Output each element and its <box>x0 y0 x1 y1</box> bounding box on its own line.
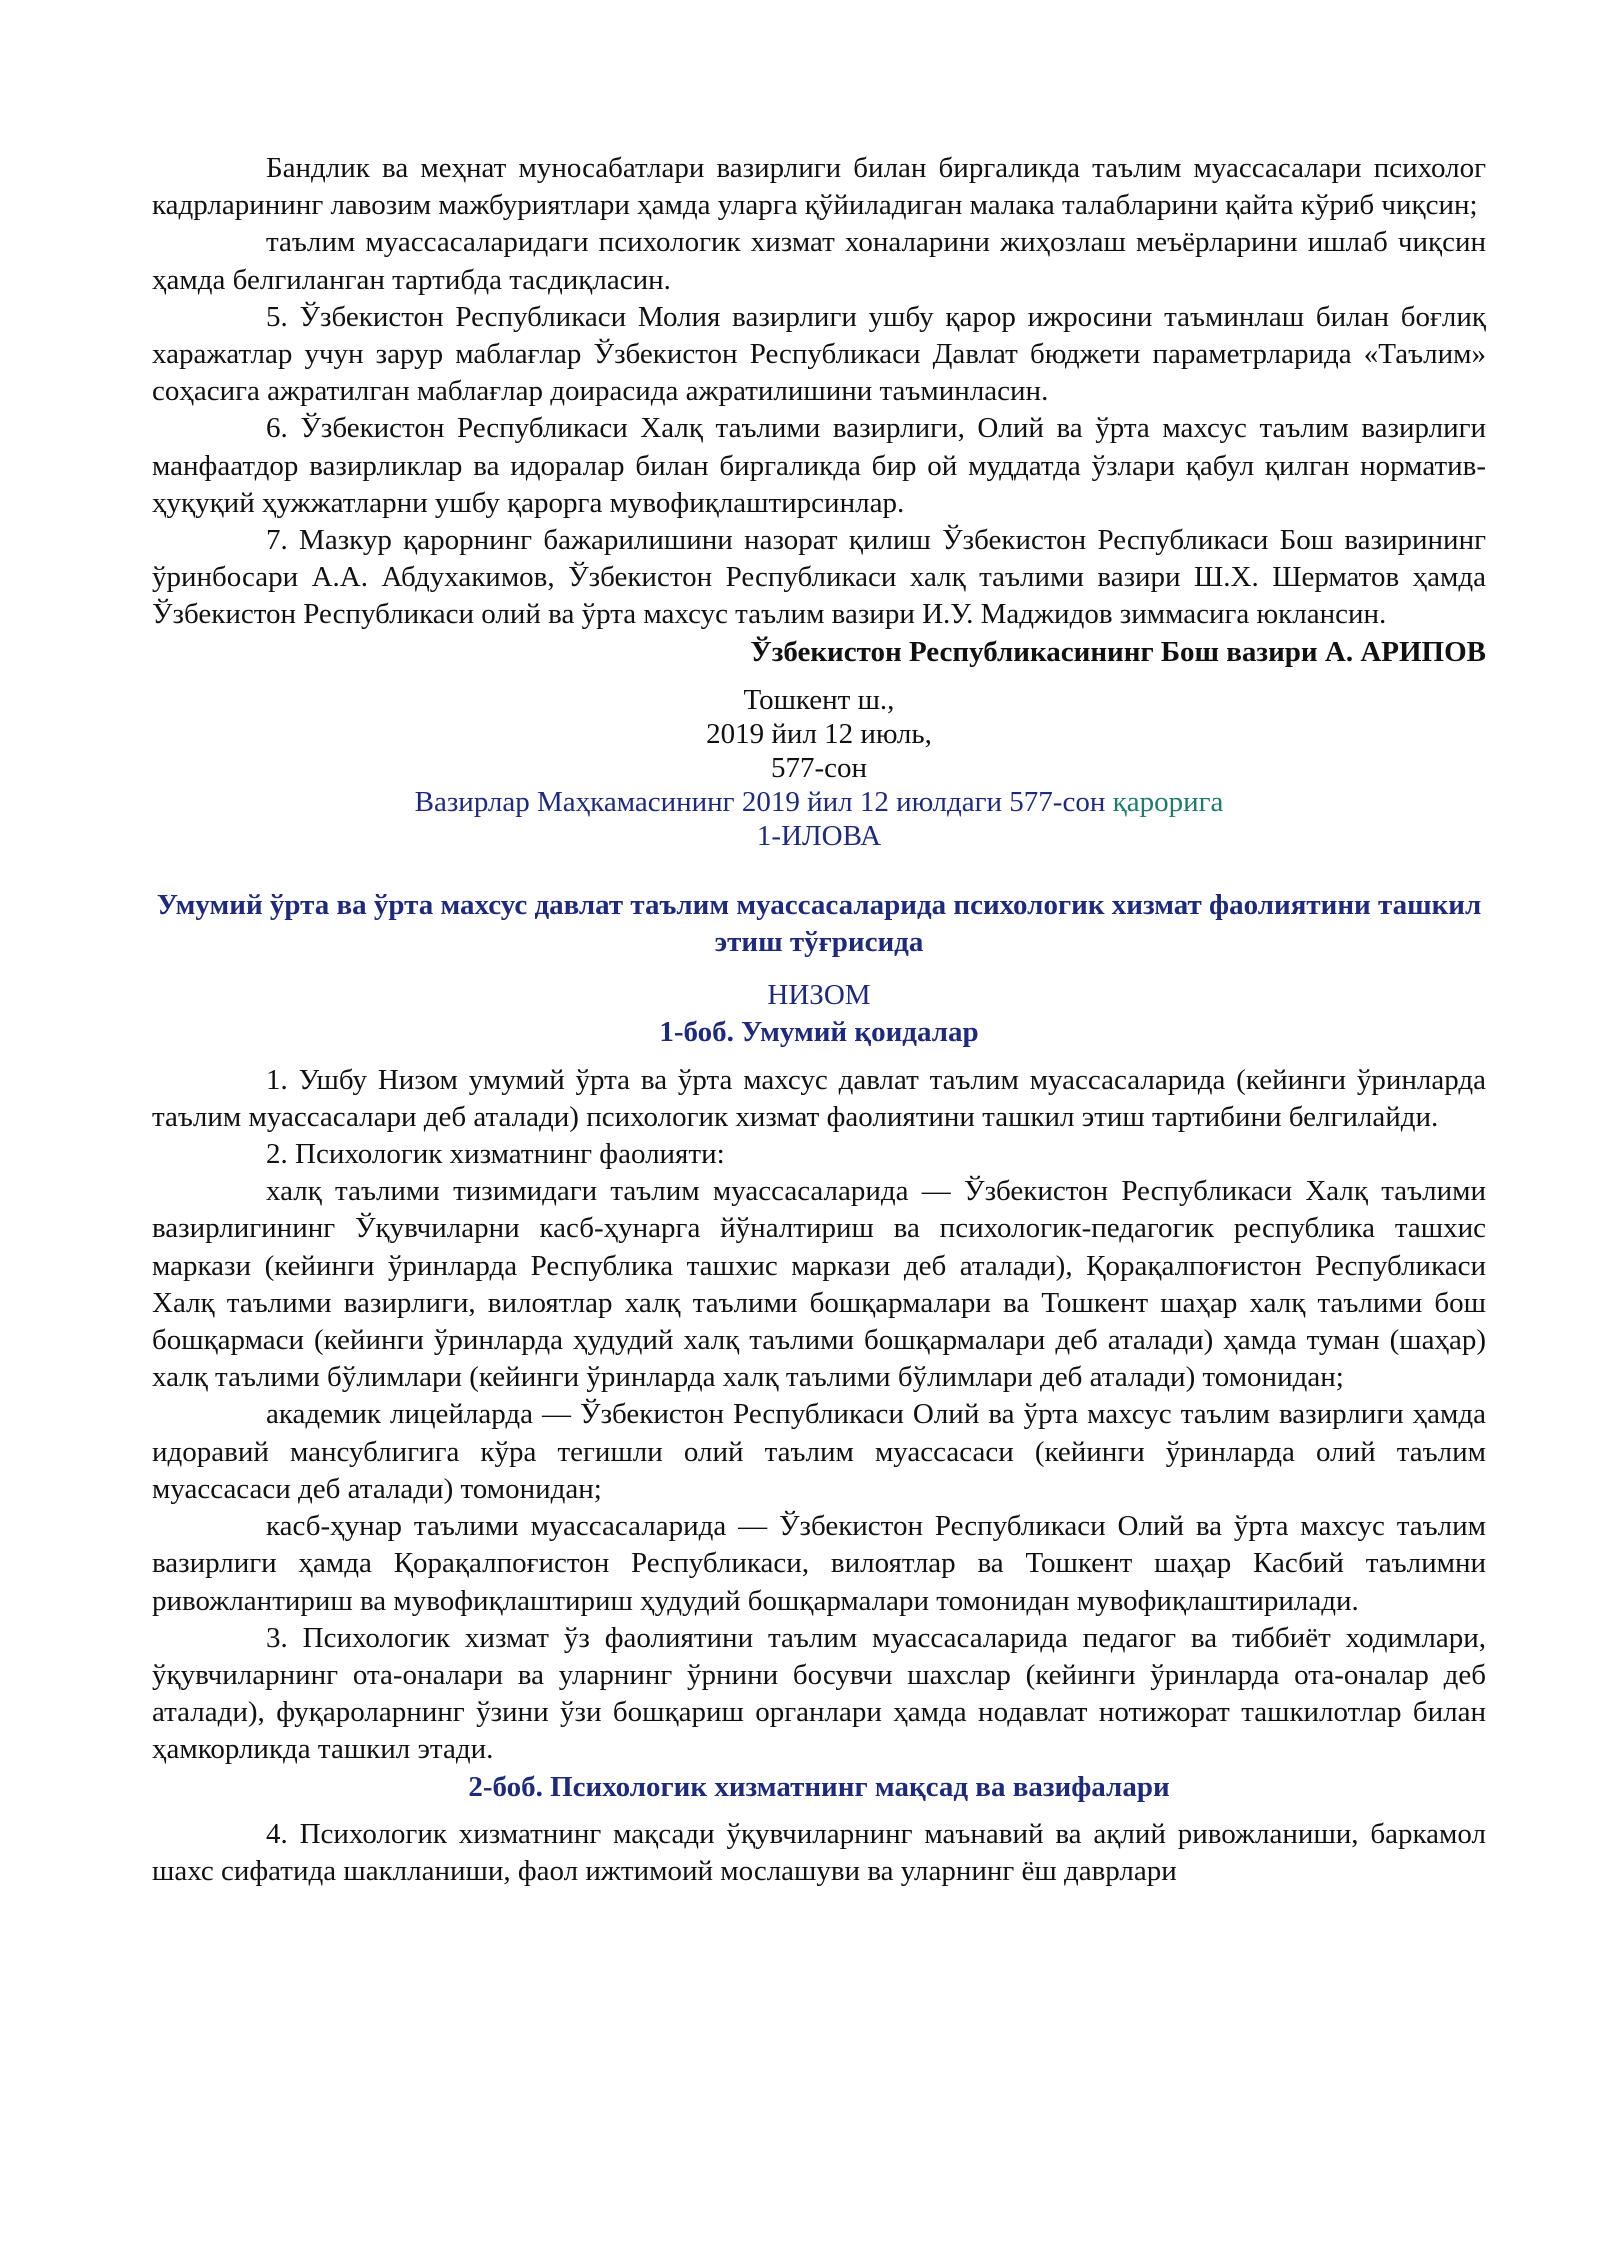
paragraph-item-6: 6. Ўзбекистон Республикаси Халқ таълими вазирлиги, Олий ва ўрта махсус таълим вазирлиги манфаатдор вазирликлар ва идоралар билан биргаликда бир ой муддатда ўзлари қабул қилган норматив-ҳуқуқий ҳужжатларни ушбу қарорга мувофиқлаштирсинлар. <box>152 412 1486 519</box>
chapter-1-paragraph: 2. Психологик хизматнинг фаолияти: <box>266 1138 725 1171</box>
document-title: Умумий ўрта ва ўрта махсус давлат таълим муассасаларида психологик хизмат фаолиятини ташкил этиш тўғрисида <box>156 888 1482 959</box>
signature-line: Ўзбекистон Республикасининг Бош вазири А. АРИПОВ <box>750 635 1486 668</box>
chapter-1-paragraph: касб-ҳунар таълими муассасаларида — Ўзбекистон Республикаси Олий ва ўрта махсус таълим вазирлиги ҳамда Қорақалпоғистон Республикаси, вилоятлар ва Тошкент шаҳар Касбий таълимни ривожлантириш ва мувофиқлаштириш ҳудудий бошқармалари томонидан мувофиқлаштирилади. <box>152 1510 1486 1617</box>
paragraph-item-7: 7. Мазкур қарорнинг бажарилишини назорат қилиш Ўзбекистон Республикаси Бош вазирининг ўринбосари А.А. Абдухакимов, Ўзбекистон Республикаси халқ таълими вазири Ш.Х. Шерматов ҳамда Ўзбекистон Республикаси олий ва ўрта махсус таълим вазири И.У. Маджидов зиммасига юклансин. <box>152 524 1486 631</box>
chapter-1-paragraph: академик лицейларда — Ўзбекистон Республикаси Олий ва ўрта махсус таълим вазирлиги ҳамда идоравий мансублигига кўра тегишли олий таълим муассасаси (кейинги ўринларда олий таълим муассасаси деб аталади) томонидан; <box>152 1398 1486 1505</box>
paragraph-item-5: 5. Ўзбекистон Республикаси Молия вазирлиги ушбу қарор ижросини таъминлаш билан боғлиқ харажатлар учун зарур маблағлар Ўзбекистон Республикаси Давлат бюджети параметрларида «Таълим» соҳасига ажратилган маблағлар доирасида ажратилишини таъминласин. <box>152 300 1486 408</box>
annex-reference-link[interactable]: қарорига <box>1112 785 1224 818</box>
chapter-1-paragraph: 1. Ушбу Низом умумий ўрта ва ўрта махсус давлат таълим муассасаларида (кейинги ўринларда таълим муассасалари деб аталади) психологик хизмат фаолиятини ташкил этиш тартибини белгилайди. <box>152 1063 1486 1133</box>
nizom-heading: НИЗОМ <box>767 979 871 1012</box>
place-text: Тошкент ш., <box>743 683 895 716</box>
annex-reference-text: Вазирлар Маҳкамасининг 2019 йил 12 июлдаги 577-сон <box>414 785 1113 818</box>
paragraph-ministry-labor: Бандлик ва меҳнат муносабатлари вазирлиги билан биргаликда таълим муассасалари психолог кадрларининг лавозим мажбуриятлари ҳамда уларга қўйиладиган малака талабларини қайта кўриб чиқсин; <box>152 152 1486 222</box>
chapter-1-body <box>152 1062 1486 1769</box>
paragraph-equipment-norms: таълим муассасаларидаги психологик хизмат хоналарини жиҳозлаш меъёрларини ишлаб чиқсин ҳамда белгиланган тартибда тасдиқласин. <box>152 226 1486 296</box>
chapter-2-paragraph: 4. Психологик хизматнинг мақсади ўқувчиларнинг маънавий ва ақлий ривожланиши, баркамол шахс сифатида шаклланиши, фаол ижтимоий мослашуви ва уларнинг ёш даврлари <box>152 1817 1486 1887</box>
chapter-1-paragraph: 3. Психологик хизмат ўз фаолиятини таълим муассасаларида педагог ва тиббиёт ходимлари, ўқувчиларнинг ота-оналари ва уларнинг ўрнини босувчи шахслар (кейинги ўринларда ота-оналар деб аталади), фуқароларнинг ўзини ўзи бошқариш органлари ҳамда нодавлат нотижорат ташкилотлар билан ҳамкорликда ташкил этади. <box>152 1621 1486 1766</box>
chapter-2-title: 2-боб. Психологик хизматнинг мақсад ва вазифалари <box>468 1770 1170 1803</box>
date-text: 2019 йил 12 июль, <box>706 717 932 750</box>
number-text: 577-сон <box>770 751 868 784</box>
place-date-block <box>152 683 1486 853</box>
annex-reference <box>152 785 1486 819</box>
chapter-2-body <box>152 1816 1486 1890</box>
chapter-1-paragraph: халқ таълими тизимидаги таълим муассасаларида — Ўзбекистон Республикаси Халқ таълими вазирлигининг Ўқувчиларни касб-ҳунарга йўналтириш ва психологик-педагогик республика ташхис маркази (кейинги ўринларда Республика ташхис маркази деб аталади), Қорақалпоғистон Республикаси Халқ таълими вазирлиги, вилоятлар халқ таълими бошқармалари ва Тошкент шаҳар халқ таълими бош бошқармаси (кейинги ўринларда ҳудудий халқ таълими бошқармалари деб аталади) ҳамда туман (шаҳар) халқ таълими бўлимлари (кейинги ўринларда халқ таълими бўлимлари деб аталади) томонидан; <box>152 1175 1486 1394</box>
annex-label: 1-ИЛОВА <box>756 819 882 852</box>
chapter-1-title: 1-боб. Умумий қоидалар <box>659 1016 979 1049</box>
